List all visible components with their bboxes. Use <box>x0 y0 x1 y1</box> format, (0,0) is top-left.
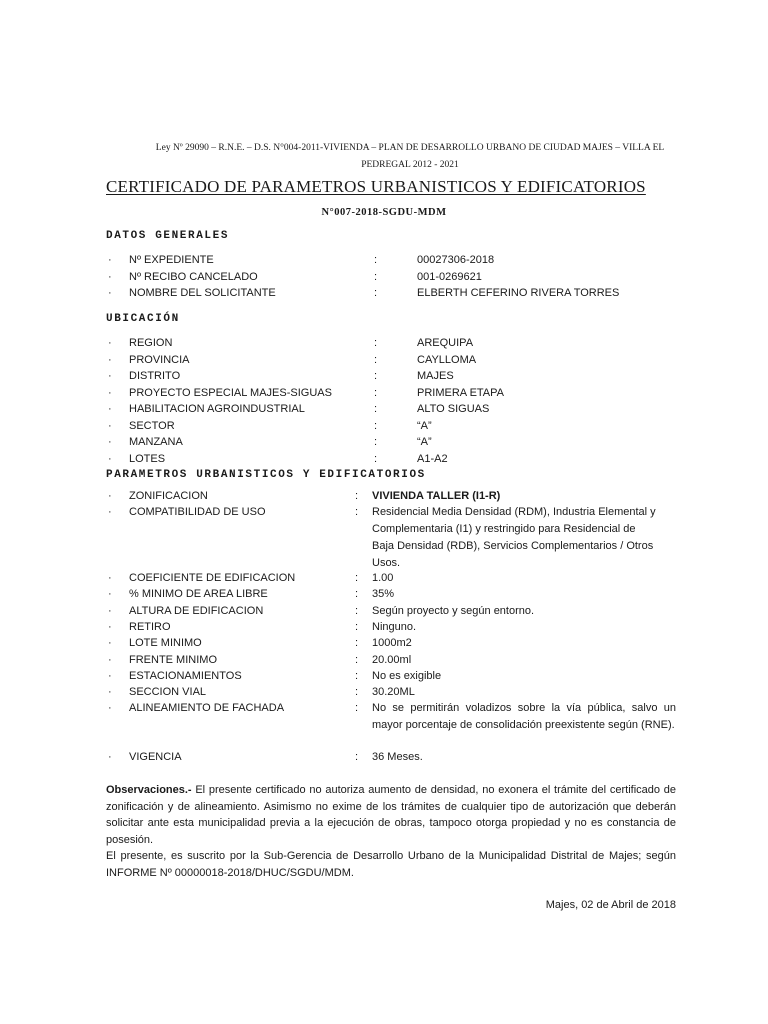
observaciones-paragraph <box>106 782 676 848</box>
row-label: ESTACIONAMIENTOS <box>129 669 242 682</box>
colon: : <box>355 620 359 633</box>
bullet: · <box>108 287 112 299</box>
certificate-title: CERTIFICADO DE PARAMETROS URBANISTICOS Y EDIFICATORIOS <box>106 177 646 196</box>
row-value: ELBERTH CEFERINO RIVERA TORRES <box>417 287 620 299</box>
bullet: · <box>108 452 112 465</box>
bullet: · <box>108 270 112 283</box>
colon: : <box>355 669 359 682</box>
colon: : <box>374 353 378 366</box>
issue-date: Majes, 02 de Abril de 2018 <box>545 899 676 911</box>
colon: : <box>374 370 378 382</box>
row-label: HABILITACION AGROINDUSTRIAL <box>129 403 305 415</box>
row-value: 00027306-2018 <box>417 254 495 266</box>
row-label: PROVINCIA <box>129 353 190 366</box>
row-label: ALINEAMIENTO DE FACHADA <box>129 702 285 715</box>
row-label: PROYECTO ESPECIAL MAJES-SIGUAS <box>129 386 332 399</box>
bullet: · <box>108 751 112 763</box>
bullet: · <box>108 353 112 366</box>
colon: : <box>355 702 359 715</box>
row-value: 1000m2 <box>372 637 412 650</box>
bullet: · <box>108 337 112 349</box>
row-value: No es exigible <box>372 669 442 682</box>
bullet: · <box>108 604 112 617</box>
row-label: DISTRITO <box>129 370 181 382</box>
row-value: A1-A2 <box>417 452 448 465</box>
row-label: FRENTE MINIMO <box>129 653 217 666</box>
bullet: · <box>108 490 112 502</box>
colon: : <box>355 751 359 763</box>
bullet: · <box>108 637 112 650</box>
row-value: 30.20ML <box>372 686 415 699</box>
colon: : <box>355 572 359 584</box>
bullet: · <box>108 653 112 666</box>
colon: : <box>355 588 359 601</box>
row-label: SECTOR <box>129 419 175 432</box>
colon: : <box>374 436 378 448</box>
observaciones-text: El presente certificado no autoriza aumento de densidad, no exonera el trámite del certificado de zonificación y de alineamiento. Asimismo no exime de los trámites de cualquier tipo de autorización que deberán solicitar ante esta municipalidad previa a la ejecución de obras, tampoco otorga propiedad y no es constancia de posesión. <box>106 784 676 846</box>
row-value: Ninguno. <box>372 620 417 633</box>
row-value: 1.00 <box>372 572 394 584</box>
row-label: LOTES <box>129 452 166 465</box>
colon: : <box>355 490 359 502</box>
colon: : <box>374 287 378 299</box>
row-label: LOTE MINIMO <box>129 637 202 650</box>
row-label: Nº RECIBO CANCELADO <box>129 270 258 283</box>
row-label: ZONIFICACION <box>129 490 208 502</box>
row-value: MAJES <box>417 370 454 382</box>
row-label: RETIRO <box>129 620 171 633</box>
observaciones-block <box>106 782 676 882</box>
row-value: AREQUIPA <box>417 337 474 349</box>
section-heading-datos-generales: DATOS GENERALES <box>106 230 230 242</box>
row-label: NOMBRE DEL SOLICITANTE <box>129 287 276 299</box>
bullet: · <box>108 254 112 266</box>
bullet: · <box>108 588 112 601</box>
bullet: · <box>108 620 112 633</box>
law-header: Ley Nº 29090 – R.N.E. – D.S. N°004-2011-VIVIENDA – PLAN DE DESARROLLO URBANO DE CIUDAD MAJES – VILLA EL PEDREGAL 2012 - 2021 <box>155 143 665 170</box>
row-value: 35% <box>372 588 395 601</box>
bullet: · <box>108 436 112 448</box>
row-value: ALTO SIGUAS <box>417 403 490 415</box>
suscripcion-paragraph: El presente, es suscrito por la Sub-Gerencia de Desarrollo Urbano de la Municipalidad Distrital de Majes; según INFORME Nº 00000018-2018/DHUC/SGDU/MDM. <box>106 850 676 879</box>
colon: : <box>374 452 378 465</box>
row-value: “A” <box>417 419 432 432</box>
bullet: · <box>108 702 112 715</box>
row-label: ALTURA DE EDIFICACION <box>129 604 264 617</box>
row-value: 20.00ml <box>372 653 412 666</box>
colon: : <box>374 403 378 415</box>
row-value: CAYLLOMA <box>417 353 477 366</box>
row-label: Nº EXPEDIENTE <box>129 254 214 266</box>
row-label: SECCION VIAL <box>129 686 207 699</box>
colon: : <box>355 604 359 617</box>
colon: : <box>374 270 378 283</box>
certificate-number: N°007-2018-SGDU-MDM <box>321 207 447 218</box>
row-value: PRIMERA ETAPA <box>417 386 505 399</box>
row-value: VIVIENDA TALLER (I1-R) <box>372 490 501 502</box>
colon: : <box>374 419 378 432</box>
bullet: · <box>108 686 112 699</box>
colon: : <box>374 386 378 399</box>
colon: : <box>374 254 378 266</box>
bullet: · <box>108 419 112 432</box>
row-label: MANZANA <box>129 436 183 448</box>
row-value: 36 Meses. <box>372 751 423 763</box>
row-value: “A” <box>417 436 432 448</box>
colon: : <box>355 686 359 699</box>
row-value: 001-0269621 <box>417 270 482 283</box>
row-label: VIGENCIA <box>129 751 182 763</box>
bullet: · <box>108 386 112 399</box>
section-heading-parametros: PARAMETROS URBANISTICOS Y EDIFICATORIOS <box>106 469 426 481</box>
section-heading-ubicacion: UBICACIÓN <box>106 313 180 325</box>
row-label: REGION <box>129 337 173 349</box>
bullet: · <box>108 506 112 518</box>
bullet: · <box>108 370 112 382</box>
row-value: Residencial Media Densidad (RDM), Industria Elemental y Complementaria (I1) y restringido para Residencial de Baja Densidad (RDB), Servicios Complementarios / Otros Usos. <box>372 506 656 569</box>
bullet: · <box>108 669 112 682</box>
colon: : <box>355 637 359 650</box>
row-label: COEFICIENTE DE EDIFICACION <box>129 572 296 584</box>
colon: : <box>355 653 359 666</box>
colon: : <box>355 506 359 518</box>
row-label: % MINIMO DE AREA LIBRE <box>129 588 268 601</box>
colon: : <box>374 337 378 349</box>
row-value: Según proyecto y según entorno. <box>372 604 535 617</box>
observaciones-label: Observaciones.- <box>106 784 192 796</box>
row-value: No se permitirán voladizos sobre la vía pública, salvo un mayor porcentaje de consolidación preexistente según (RNE). <box>372 702 676 731</box>
bullet: · <box>108 572 112 584</box>
bullet: · <box>108 403 112 415</box>
row-label: COMPATIBILIDAD DE USO <box>129 506 266 518</box>
